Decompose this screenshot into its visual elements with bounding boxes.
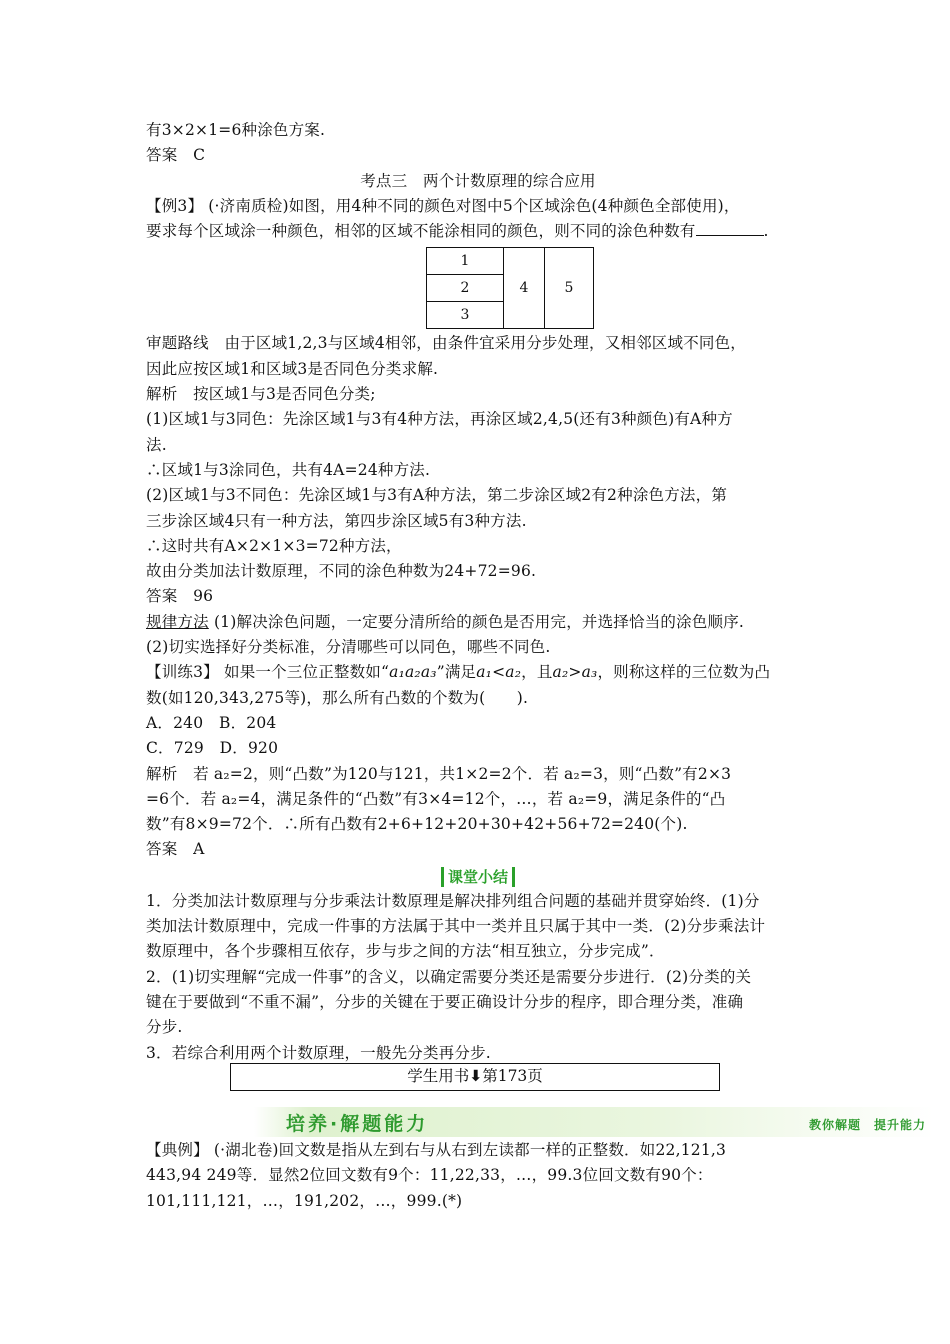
analysis-line: 解析 按区域1与3是否同色分类; [146,385,376,404]
summary-line: 分步. [146,1018,183,1037]
summary-heading [146,867,810,887]
option-line: A．240 B．204 [146,713,277,732]
classic-line: 443,94 249等．显然2位回文数有9个：11,22,33，…，99.3位回文数有90个： [146,1166,713,1185]
analysis-line: 因此应按区域1和区域3是否同色分类求解. [146,359,439,378]
train3-var: a₂>a₃ [552,663,598,682]
example3-line1: 【例3】 (·济南质检)如图，用4种不同的颜色对图中5个区域涂色(4种颜色全部使用)， [146,196,740,215]
section-banner [254,1107,934,1137]
page-ref-prefix: 学生用书 [407,1067,470,1085]
answer-blank [696,221,764,236]
solution-line: 数”有8×9=72个．∴所有凸数有2+6+12+20+30+42+56+72=240(个). [146,815,688,834]
train3-var: a₁a₂a₃ [389,663,437,682]
train3-line1 [146,660,810,685]
analysis-line: 故由分类加法计数原理，不同的涂色种数为24+72=96. [146,562,537,581]
page-reference-box [230,1063,720,1091]
train3-line2: 数(如120,343,275等)，那么所有凸数的个数为( ). [146,688,529,707]
answer-line: 答案 96 [146,587,214,606]
summary-line: 3．若综合利用两个计数原理，一般先分类再分步. [146,1043,491,1062]
region-1: 1 [427,248,504,275]
summary-line: 键在于要做到“不重不漏”，分步的关键在于要正确设计分步的程序，即合理分类，准确 [146,992,744,1011]
region-2: 2 [427,275,504,302]
analysis-line: ∴这时共有A×2×1×3=72种方法， [146,536,402,555]
solution-line: =6个．若 a₂=4，满足条件的“凸数”有3×4=12个，…，若 a₂=9，满足条件的“凸 [146,789,726,808]
analysis-line: 审题路线 由于区域1,2,3与区域4相邻，由条件宜采用分步处理，又相邻区域不同色， [146,334,747,353]
classic-line: 101,111,121，…，191,202，…，999.(*) [146,1191,463,1210]
method-line1 [146,610,810,635]
train3-text: ，且 [521,663,553,682]
train3-text: 【训练3】 如果一个三位正整数如“ [146,663,390,682]
answer-line: 答案 A [146,840,205,859]
summary-title: 课堂小结 [441,867,515,887]
region-3: 3 [427,302,504,329]
text-line: 有3×2×1=6种涂色方案. [146,121,326,139]
classic-example [146,1138,826,1214]
example3-line2-end: . [763,222,769,241]
analysis-line: ∴区域1与3涂同色，共有4A=24种方法. [146,460,431,479]
train3-text: ，则称这样的三位数为凸 [597,663,771,682]
banner-title: 培养·解题能力 [286,1113,429,1135]
document-body [146,118,810,1066]
analysis-line: 三步涂区域4只有一种方法，第四步涂区域5有3种方法. [146,511,527,530]
down-arrow-icon: ⬇ [469,1067,483,1085]
answer-line: 答案 C [146,146,206,165]
region-grid [426,247,594,329]
train3-text: ”满足 [436,663,477,682]
summary-line: 2．(1)切实理解“完成一件事”的含义，以确定需要分类还是需要分步进行．(2)分类的关 [146,967,752,986]
analysis-line: (1)区域1与3同色：先涂区域1与3有4种方法，再涂区域2,4,5(还有3种颜色)有A种方 [146,410,733,429]
page-ref-suffix: 第173页 [482,1067,543,1085]
summary-line: 类加法计数原理中，完成一件事的方法属于其中一类并且只属于其中一类．(2)分步乘法计 [146,917,766,936]
banner-subtitle: 教你解题 提升能力 [808,1118,926,1132]
section-title: 考点三 两个计数原理的综合应用 [360,171,596,190]
region-5: 5 [545,248,594,329]
method-line2: (2)切实选择好分类标准，分清哪些可以同色，哪些不同色. [146,638,551,657]
region-figure [146,247,810,329]
method-label: 规律方法 [146,612,209,631]
train3-var: a₁<a₂ [476,663,522,682]
region-4: 4 [504,248,545,329]
summary-line: 数原理中，各个步骤相互依存，步与步之间的方法“相互独立，分步完成”． [146,942,665,961]
classic-line: 【典例】 (·湖北卷)回文数是指从左到右与从右到左读都一样的正整数．如22,121,3 [146,1141,727,1159]
analysis-line: 法. [146,435,167,454]
example3-line2 [146,219,810,244]
method-text: (1)解决涂色问题，一定要分清所给的颜色是否用完，并选择恰当的涂色顺序. [208,612,745,631]
option-line: C．729 D．920 [146,739,279,758]
solution-line: 解析 若 a₂=2，则“凸数”为120与121，共1×2=2个．若 a₂=3，则“凸数”有2×3 [146,764,732,783]
summary-line: 1．分类加法计数原理与分步乘法计数原理是解决排列组合问题的基础并贯穿始终．(1)分 [146,891,760,910]
analysis-line: (2)区域1与3不同色：先涂区域1与3有A种方法，第二步涂区域2有2种涂色方法，第 [146,486,728,505]
example3-line2-text: 要求每个区域涂一种颜色，相邻的区域不能涂相同的颜色，则不同的涂色种数有 [146,222,696,241]
